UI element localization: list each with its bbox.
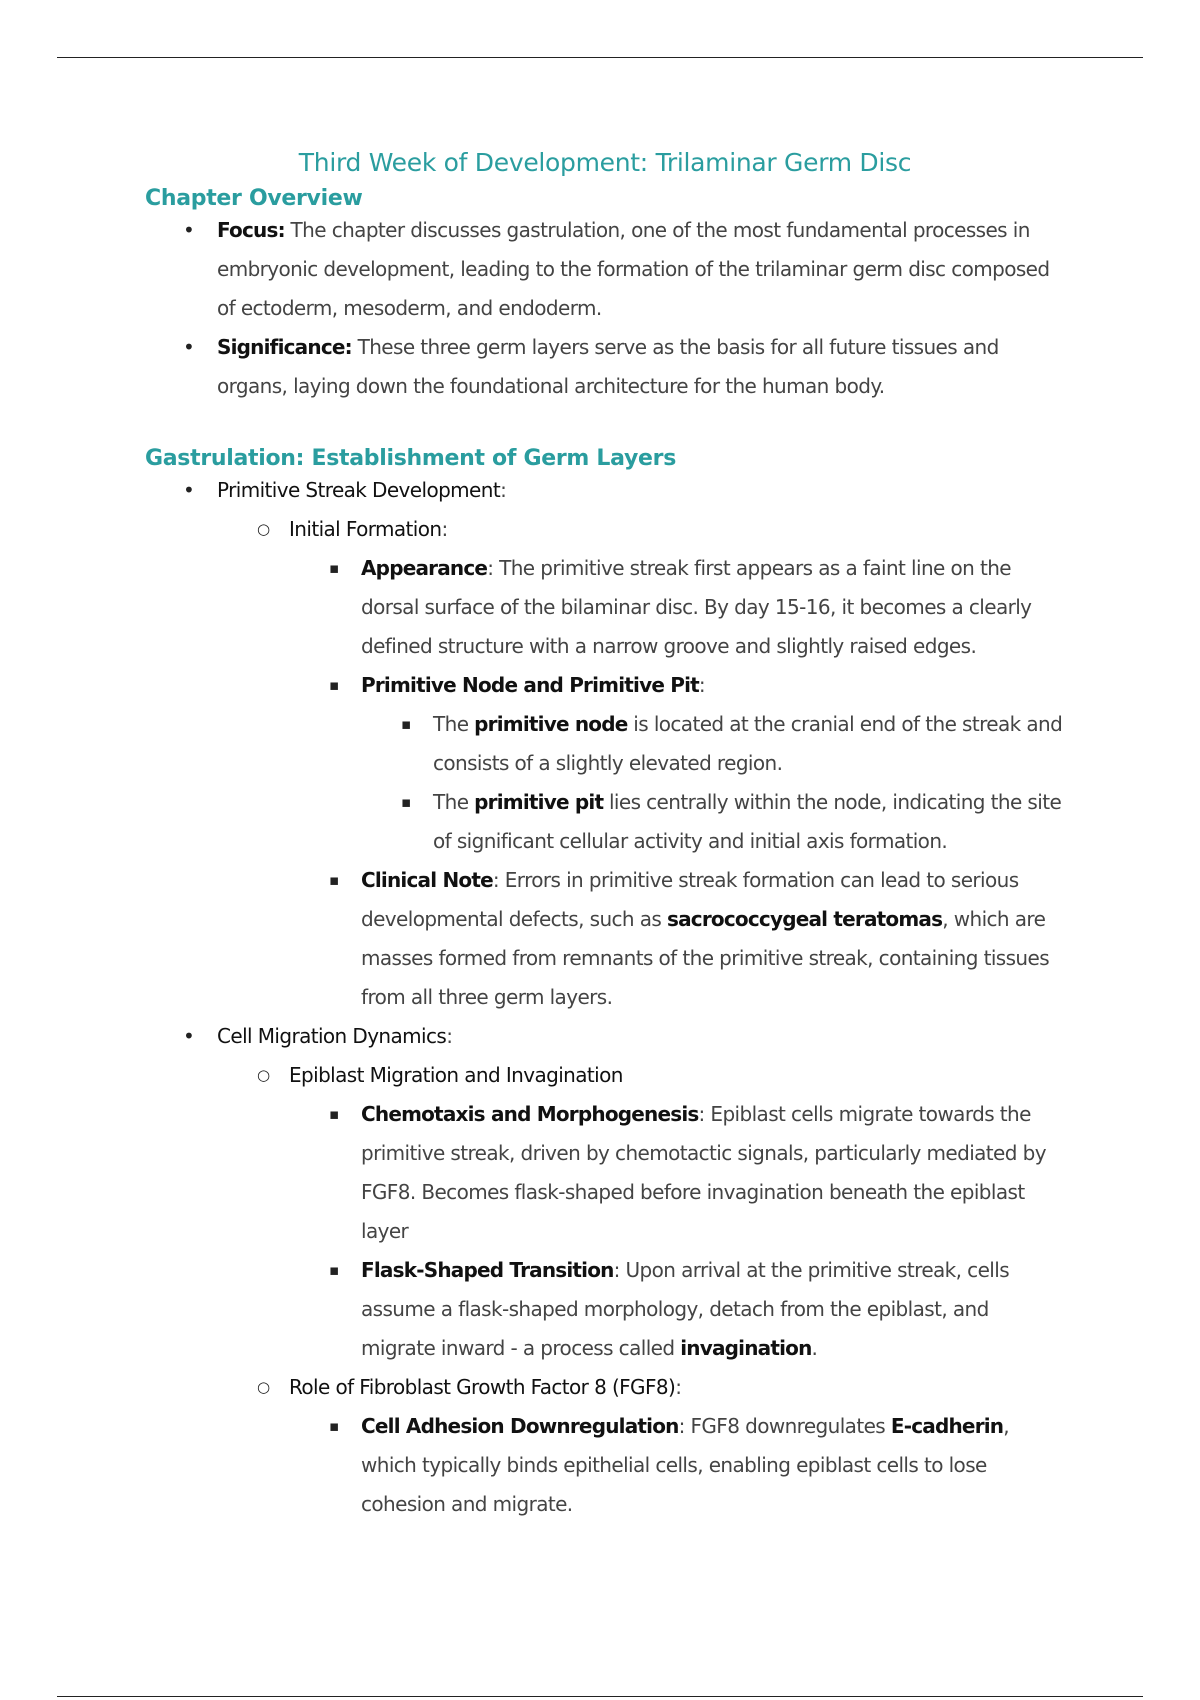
list-item — [145, 471, 1065, 1017]
circle-bullet-icon: ○ — [257, 1378, 270, 1396]
bullet-icon: • — [183, 218, 195, 242]
sub-list — [289, 1095, 1065, 1368]
circle-bullet-icon: ○ — [257, 1066, 270, 1084]
item-heading: Epiblast Migration and Invagination — [289, 1063, 623, 1087]
emphasis-text: sacrococcygeal teratomas — [666, 907, 943, 931]
term-label: Flask-Shaped Transition — [361, 1258, 614, 1282]
item-text: The chapter discusses gastrulation, one of the most fundamental processes in embryonic development, leading to the formation of the trilaminar germ disc composed of ectoderm, mesoderm, and endoderm. — [217, 218, 1050, 320]
term-label: Appearance — [361, 556, 488, 580]
sub-list — [217, 510, 1065, 1017]
square-bullet-icon: ▪ — [329, 871, 339, 889]
section-heading-gastrulation: Gastrulation: Establishment of Germ Layers — [145, 446, 677, 471]
bullet-icon: • — [183, 335, 195, 359]
item-text: lies centrally within the node, indicating the site of significant cellular activity and initial axis formation. — [433, 790, 1062, 853]
square-bullet-icon: ▪ — [329, 1417, 339, 1435]
gastrulation-list — [145, 471, 1065, 1524]
list-item — [289, 1251, 1065, 1368]
bullet-icon: • — [183, 478, 195, 502]
term-label: Significance: — [217, 335, 352, 359]
item-text: , which are masses formed from remnants of the primitive streak, containing tissues from all three germ layers. — [361, 907, 1050, 1009]
circle-bullet-icon: ○ — [257, 520, 270, 538]
list-item — [289, 861, 1065, 1017]
item-text: : FGF8 downregulates — [678, 1414, 891, 1438]
item-colon: : — [446, 1024, 453, 1048]
list-item — [289, 666, 1065, 861]
bullet-icon: • — [183, 1024, 195, 1048]
term-label: Primitive Node and Primitive Pit — [361, 673, 699, 697]
item-text: , which typically binds epithelial cells, enabling epiblast cells to lose cohesion and migrate. — [361, 1414, 1010, 1516]
square-bullet-icon: ▪ — [401, 793, 411, 811]
term-label: Chemotaxis and Morphogenesis — [361, 1102, 699, 1126]
item-heading: Role of Fibroblast Growth Factor 8 (FGF8) — [289, 1375, 676, 1399]
list-item — [217, 1368, 1065, 1524]
item-text: . — [811, 1336, 818, 1360]
list-item — [145, 211, 1065, 328]
item-text: : Upon arrival at the primitive streak, cells assume a flask-shaped morphology, detach from the epiblast, and migrate inward - a process called — [361, 1258, 1010, 1360]
term-label: Focus: — [217, 218, 285, 242]
item-heading: Initial Formation — [289, 517, 442, 541]
item-text: These three germ layers serve as the basis for all future tissues and organs, laying down the foundational architecture for the human body. — [217, 335, 999, 398]
sub-list — [217, 1056, 1065, 1524]
term-label: primitive node — [474, 712, 628, 736]
item-colon: : — [675, 1375, 682, 1399]
item-text: is located at the cranial end of the streak and consists of a slightly elevated region. — [433, 712, 1063, 775]
square-bullet-icon: ▪ — [401, 715, 411, 733]
item-text: The — [433, 790, 475, 814]
sub-list — [289, 1407, 1065, 1524]
item-text: : Epiblast cells migrate towards the primitive streak, driven by chemotactic signals, particularly mediated by FGF8. Becomes flask-shaped before invagination beneath the epiblast layer — [361, 1102, 1046, 1243]
item-text: The — [433, 712, 475, 736]
list-item — [145, 1017, 1065, 1524]
item-colon: : — [441, 517, 448, 541]
list-item — [289, 1407, 1065, 1524]
overview-list — [145, 211, 1065, 406]
list-item — [217, 510, 1065, 1017]
top-rule — [57, 57, 1143, 58]
item-colon: : — [500, 478, 507, 502]
emphasis-text: E-cadherin — [890, 1414, 1004, 1438]
bottom-rule — [57, 1696, 1143, 1697]
emphasis-text: invagination — [680, 1336, 812, 1360]
sub-list — [361, 705, 1065, 861]
term-label: Clinical Note — [361, 868, 493, 892]
section-heading-overview: Chapter Overview — [145, 186, 363, 211]
list-item — [289, 1095, 1065, 1251]
term-label: primitive pit — [474, 790, 604, 814]
list-item — [361, 783, 1065, 861]
list-item — [145, 328, 1065, 406]
document-title: Third Week of Development: Trilaminar Germ Disc — [298, 148, 912, 177]
item-heading: Primitive Streak Development — [217, 478, 501, 502]
square-bullet-icon: ▪ — [329, 676, 339, 694]
item-heading: Cell Migration Dynamics — [217, 1024, 447, 1048]
term-label: Cell Adhesion Downregulation — [361, 1414, 679, 1438]
square-bullet-icon: ▪ — [329, 559, 339, 577]
square-bullet-icon: ▪ — [329, 1105, 339, 1123]
list-item — [217, 1056, 1065, 1368]
item-colon: : — [698, 673, 706, 697]
list-item — [289, 549, 1065, 666]
item-text: : The primitive streak first appears as a faint line on the dorsal surface of the bilaminar disc. By day 15-16, it becomes a clearly defined structure with a narrow groove and slightly raised edges. — [361, 556, 1032, 658]
page-content — [145, 148, 1065, 1524]
list-item — [361, 705, 1065, 783]
square-bullet-icon: ▪ — [329, 1261, 339, 1279]
item-text: : Errors in primitive streak formation can lead to serious developmental defects, such as — [361, 868, 1019, 931]
sub-list — [289, 549, 1065, 1017]
